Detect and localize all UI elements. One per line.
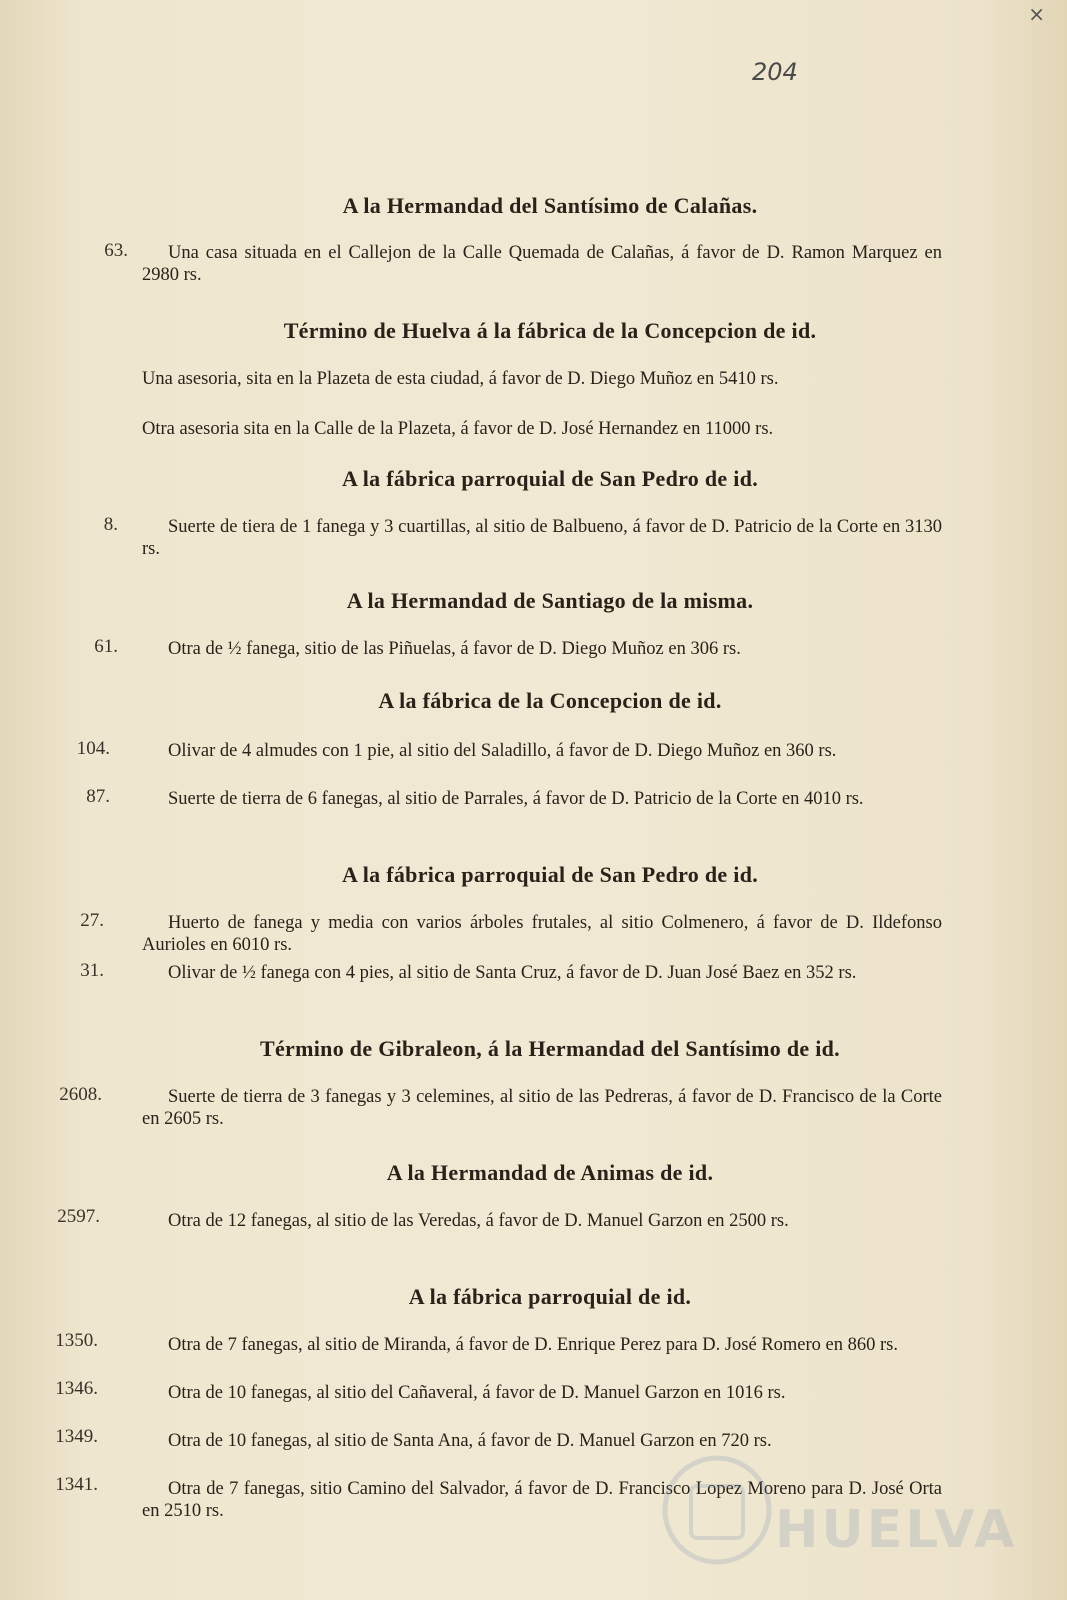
entry-text: Suerte de tierra de 6 fanegas, al sitio de Parrales, á favor de D. Patricio de la Corte en 4010 rs. (168, 789, 864, 809)
entry-text: Olivar de 4 almudes con 1 pie, al sitio del Saladillo, á favor de D. Diego Muñoz en 360 rs. (168, 741, 837, 761)
entry-number: 1349. (55, 1426, 98, 1447)
section-heading: A la fábrica parroquial de San Pedro de id. (341, 466, 759, 491)
entry-text: Otra de 7 fanegas, al sitio de Miranda, á favor de D. Enrique Perez para D. José Romero en 860 rs. (168, 1335, 898, 1355)
entry-number: 1341. (55, 1474, 98, 1495)
entry-text: Otra de 10 fanegas, al sitio del Cañaveral, á favor de D. Manuel Garzon en 1016 rs. (168, 1383, 786, 1403)
section-heading: A la fábrica parroquial de id. (408, 1284, 692, 1309)
folio-number: 204 (752, 58, 798, 86)
entry-text: Otra de 12 fanegas, al sitio de las Veredas, á favor de D. Manuel Garzon en 2500 rs. (168, 1211, 789, 1231)
entry-number: 2597. (57, 1206, 100, 1227)
entry-number: 1350. (55, 1330, 98, 1351)
entry-text: Olivar de ½ fanega con 4 pies, al sitio de Santa Cruz, á favor de D. Juan José Baez en 352 rs. (168, 963, 857, 983)
entry-text: Otra de 10 fanegas, al sitio de Santa Ana, á favor de D. Manuel Garzon en 720 rs. (168, 1431, 772, 1451)
watermark-text: HUELVA (775, 1500, 1018, 1560)
entry-number: 2608. (59, 1084, 102, 1105)
entry-number: 8. (103, 514, 118, 535)
entry-number: 104. (76, 738, 110, 759)
section-heading: A la fábrica parroquial de San Pedro de id. (341, 862, 759, 887)
section-heading: Término de Gibraleon, á la Hermandad del Santísimo de id. (260, 1036, 840, 1061)
entry-text: Suerte de tiera de 1 fanega y 3 cuartillas, al sitio de Balbueno, á favor de D. Patricio de la Corte en 3130 rs. (142, 517, 942, 559)
entry-number: 61. (94, 636, 118, 657)
entry-number: 63. (104, 240, 128, 261)
entry-number: 87. (86, 786, 110, 807)
entry-text: Huerto de fanega y media con varios árboles frutales, al sitio Colmenero, á favor de D. Ildefonso Aurioles en 6010 rs. (142, 913, 942, 955)
entry-text: Suerte de tierra de 3 fanegas y 3 celemines, al sitio de las Pedreras, á favor de D. Francisco de la Corte en 2605 rs. (142, 1087, 942, 1129)
entry-text: Otra de ½ fanega, sitio de las Piñuelas, á favor de D. Diego Muñoz en 306 rs. (168, 639, 741, 659)
entry-text: Otra de 7 fanegas, sitio Camino del Salvador, á favor de D. Francisco Lopez Moreno para D. José Orta en 2510 rs. (142, 1479, 942, 1521)
entry-number: 27. (80, 910, 104, 931)
entry-number: 31. (80, 960, 104, 981)
entry-text: Una asesoria, sita en la Plazeta de esta ciudad, á favor de D. Diego Muñoz en 5410 rs. (142, 369, 779, 389)
section-heading: A la Hermandad de Santiago de la misma. (346, 588, 754, 613)
corner-mark: × (1028, 2, 1045, 26)
section-heading: A la Hermandad del Santísimo de Calañas. (342, 193, 758, 218)
entry-text: Otra asesoria sita en la Calle de la Plazeta, á favor de D. José Hernandez en 11000 rs. (142, 419, 774, 439)
section-heading: Término de Huelva á la fábrica de la Concepcion de id. (283, 318, 817, 343)
entry-text: Una casa situada en el Callejon de la Calle Quemada de Calañas, á favor de D. Ramon Marquez en 2980 rs. (142, 243, 942, 285)
section-heading: A la Hermandad de Animas de id. (386, 1160, 714, 1185)
entry-number: 1346. (55, 1378, 98, 1399)
section-heading: A la fábrica de la Concepcion de id. (378, 688, 722, 713)
